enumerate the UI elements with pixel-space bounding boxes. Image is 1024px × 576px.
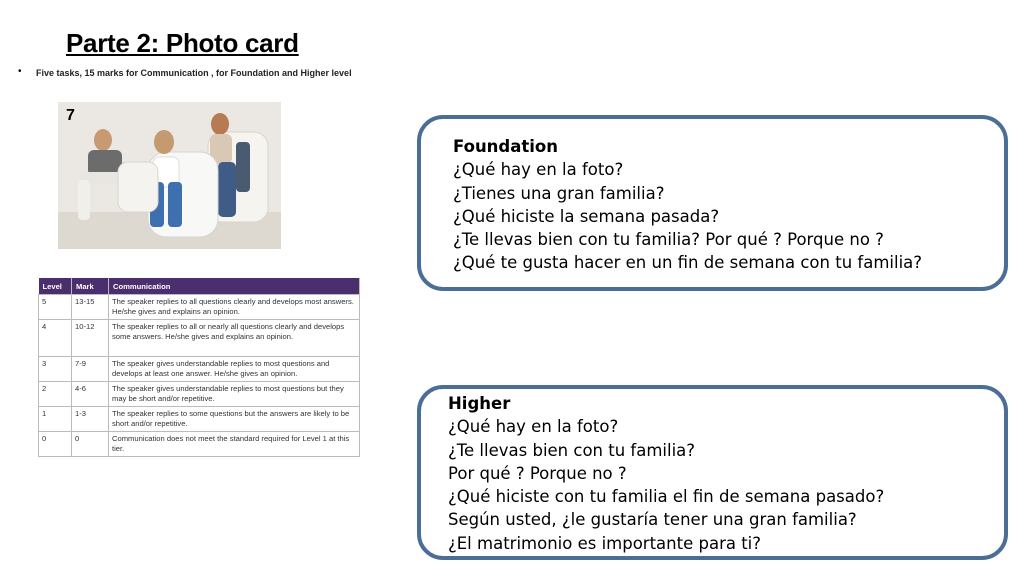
higher-question: ¿Qué hiciste con tu familia el fin de semana pasado? (448, 487, 885, 507)
level-cell: 0 (39, 432, 72, 457)
level-cell: 2 (39, 382, 72, 407)
foundation-heading: Foundation (453, 137, 559, 156)
communication-cell: Communication does not meet the standard required for Level 1 at this tier. (109, 432, 360, 457)
foundation-question: ¿Te llevas bien con tu familia? Por qué ? Porque no ? (453, 230, 884, 250)
family-photo-illustration (58, 102, 281, 249)
foundation-question: ¿Qué te gusta hacer en un fin de semana con tu familia? (453, 253, 923, 273)
mark-cell: 10-12 (72, 320, 109, 357)
higher-heading: Higher (448, 394, 511, 413)
header-level: Level (39, 278, 72, 295)
table-row (39, 357, 360, 382)
higher-question: ¿Te llevas bien con tu familia? (448, 440, 696, 460)
table-row (39, 432, 360, 457)
level-cell: 3 (39, 357, 72, 382)
communication-cell: The speaker gives understandable replies to most questions and develops at least one answer. He/she gives an opinion. (109, 357, 360, 382)
bullet-icon: • (18, 66, 22, 77)
foundation-questions-card (417, 115, 1008, 291)
higher-question: ¿El matrimonio es importante para ti? (448, 533, 762, 553)
higher-questions-card (417, 385, 1008, 560)
table-row (39, 407, 360, 432)
communication-cell: The speaker replies to all questions clearly and develops most answers. He/she gives and explains an opinion. (109, 295, 360, 320)
slide-subtitle: Five tasks, 15 marks for Communication , for Foundation and Higher level (36, 68, 352, 78)
header-mark: Mark (72, 278, 109, 295)
level-cell: 1 (39, 407, 72, 432)
level-cell: 5 (39, 295, 72, 320)
mark-scheme-table (38, 278, 360, 457)
mark-cell: 13-15 (72, 295, 109, 320)
mark-cell: 0 (72, 432, 109, 457)
foundation-question: ¿Qué hiciste la semana pasada? (453, 206, 720, 226)
slide-title: Parte 2: Photo card (66, 28, 299, 58)
mark-cell: 1-3 (72, 407, 109, 432)
level-cell: 4 (39, 320, 72, 357)
communication-cell: The speaker replies to all or nearly all questions clearly and develops some answers. He/she gives and explains an opinion. (109, 320, 360, 357)
communication-cell: The speaker gives understandable replies to most questions but they may be short and/or repetitive. (109, 382, 360, 407)
higher-question: Según usted, ¿le gustaría tener una gran familia? (448, 510, 857, 530)
mark-cell: 7-9 (72, 357, 109, 382)
higher-question: ¿Qué hay en la foto? (448, 417, 619, 437)
header-communication: Communication (109, 278, 360, 295)
higher-question: Por qué ? Porque no ? (448, 463, 627, 483)
table-row (39, 320, 360, 357)
table-row (39, 382, 360, 407)
table-header-row (39, 278, 360, 295)
foundation-question: ¿Qué hay en la foto? (453, 160, 624, 180)
mark-cell: 4-6 (72, 382, 109, 407)
foundation-question: ¿Tienes una gran familia? (453, 183, 665, 203)
communication-cell: The speaker replies to some questions but the answers are likely to be short and/or repetitive. (109, 407, 360, 432)
table-row (39, 295, 360, 320)
photo-number: 7 (66, 107, 75, 124)
family-photo (58, 102, 281, 249)
